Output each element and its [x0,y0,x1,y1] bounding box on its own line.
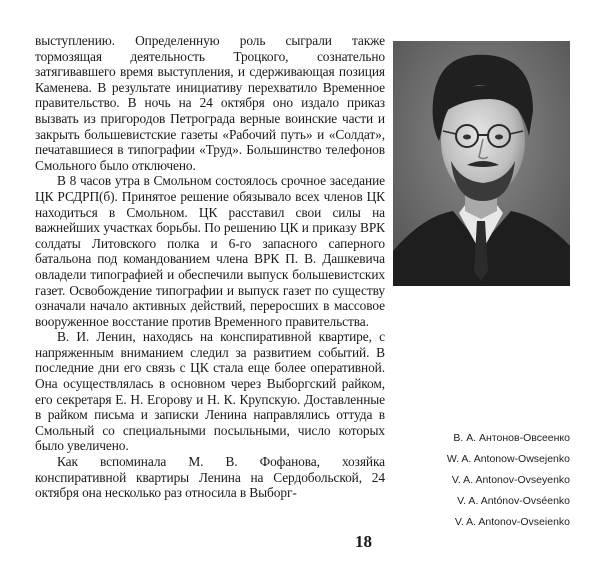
caption-german: W. A. Antonow-Owsejenko [446,453,570,465]
text-paragraph-2: В 8 часов утра в Смольном состоялось срочное заседание ЦК РСДРП(б). Принятое решение обязывало всех членов ЦК находиться в Смольном. ЦК расставил свои силы на важнейших участках борьбы. По решению ЦК и приказу ВРК солдаты Литовского полка и 6-го запасного саперного батальона под командованием члена ВРК П. В. Дашкевича овладели типографией и обеспечили выпуск большевистских газет. Освобождение типографии и выпуск газет по существу означали начало активных действий, переросших в массовое вооруженное восстание против Временного правительства. [35,173,385,329]
main-text-column [35,33,385,501]
caption-english: V. A. Antonov-Ovseyenko [451,474,570,486]
portrait-caption [400,428,570,533]
text-paragraph-3: В. И. Ленин, находясь на конспиративной квартире, с напряженным вниманием следил за развитием событий. В последние дни его связь с ЦК стала еще более оперативной. Она осуществлялась в основном через Выборгский райком, его секретаря Е. Н. Егорову и Н. К. Крупскую. Доставленные в райком письма и записки Ленина направлялись оттуда в Смольный со специальными посыльными, число которых было увеличено. [35,329,385,454]
caption-spanish: V. A. Antónov-Ovséenko [457,495,570,507]
text-paragraph-1: выступлению. Определенную роль сыграли также тормозящая деятельность Троцкого, сознательно затягивавшего время выступления, и сдерживающая позиция Каменева. В результате инициативу перехватило Временное правительство. В ночь на 24 октября оно издало приказ вызвать из пригородов Петрограда верные воинские части и закрыть большевистские газеты «Рабочий путь» и «Солдат», печатавшиеся в типографии «Труд». Большинство телефонов Смольного было отключено. [35,33,385,173]
caption-russian: В. А. Антонов-Овсеенко [453,432,570,444]
text-paragraph-4: Как вспоминала М. В. Фофанова, хозяйка конспиративной квартиры Ленина на Сердобольской, 24 октября она несколько раз относила в Выборг- [35,454,385,501]
portrait-photo [393,41,570,286]
page-number: 18 [355,532,372,551]
caption-portuguese: V. A. Antonov-Ovseienko [454,516,570,528]
